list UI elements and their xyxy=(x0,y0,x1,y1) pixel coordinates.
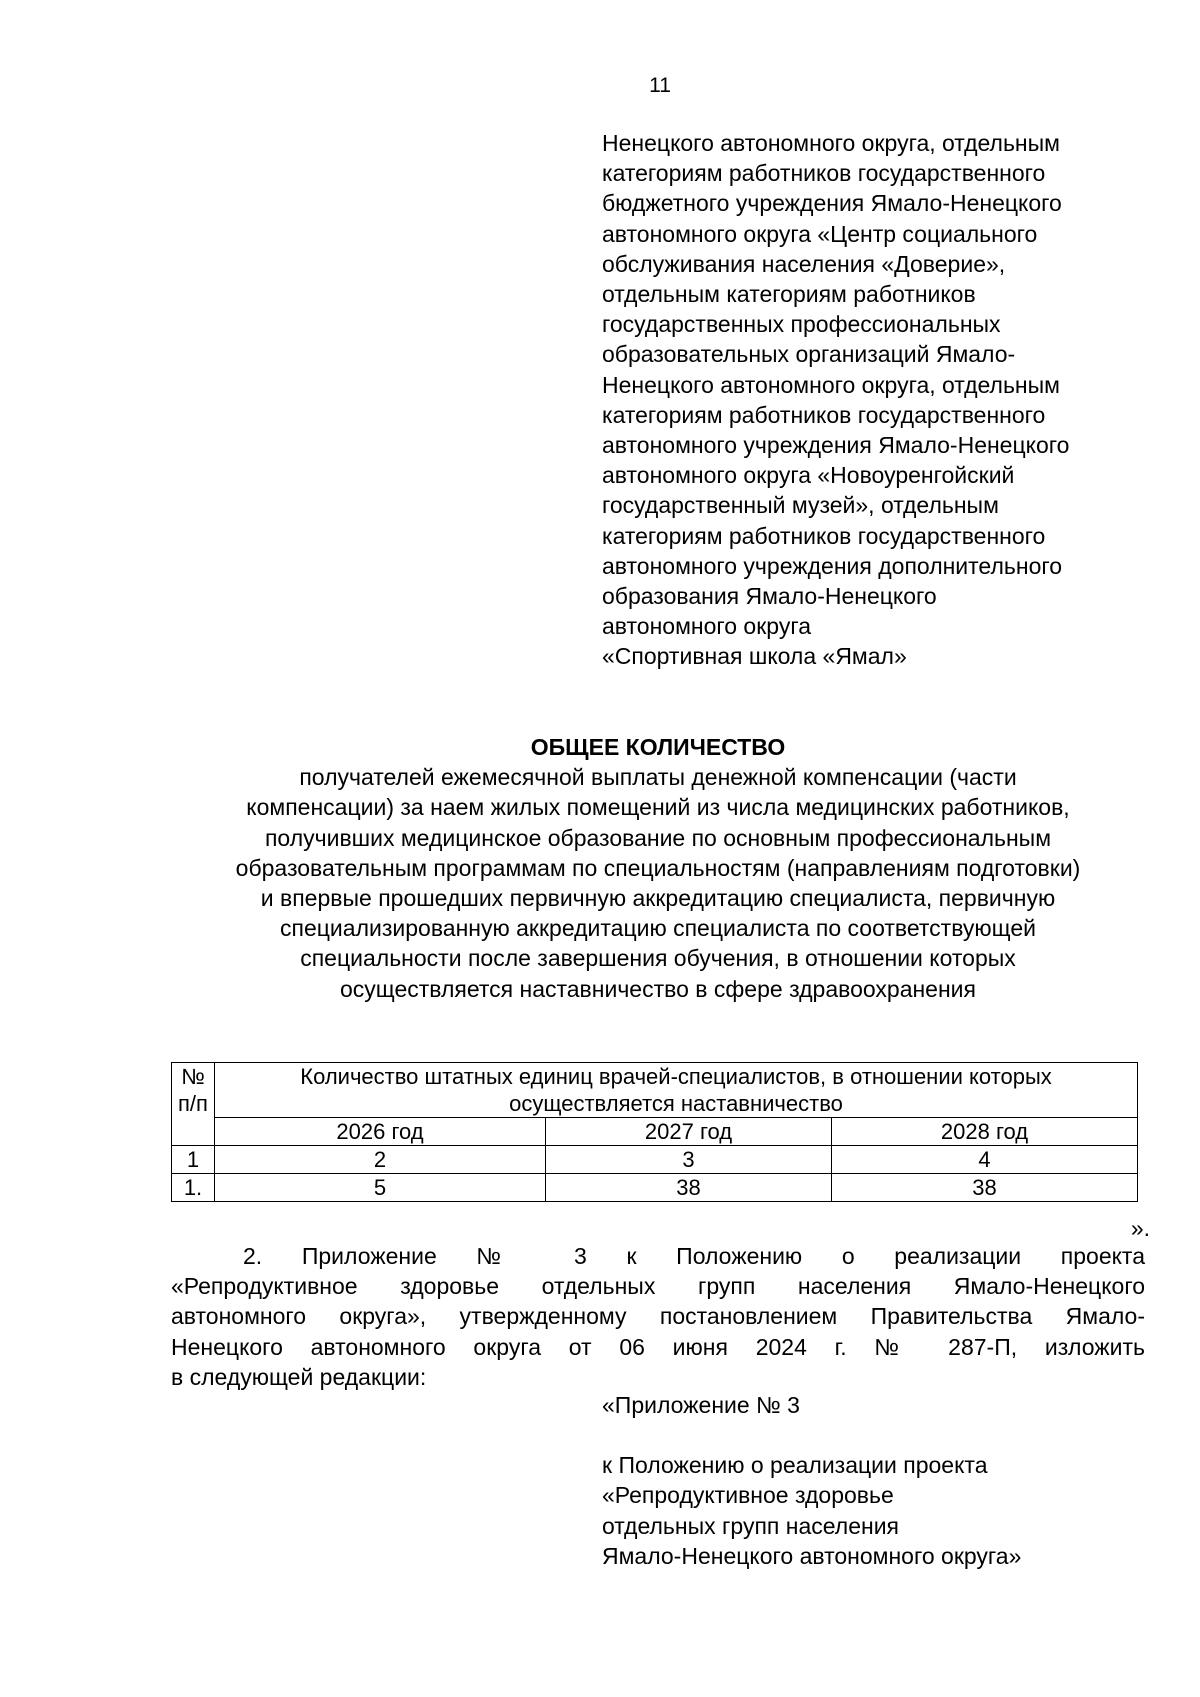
table-header-row xyxy=(172,1063,1138,1118)
continuation-line: Ненецкого автономного округа, отдельным xyxy=(602,371,1060,398)
continuation-line: отдельным категориям работников xyxy=(602,281,976,308)
table-cell: 4 xyxy=(832,1146,1138,1174)
num-header: № п/п xyxy=(172,1063,215,1146)
year-header: 2026 год xyxy=(215,1118,546,1146)
paragraph-line: 2. Приложение № 3 к Положению о реализации проекта xyxy=(243,1243,1145,1269)
heading-title: ОБЩЕЕ КОЛИЧЕСТВО xyxy=(530,734,786,760)
page-number: 11 xyxy=(649,74,671,97)
continuation-line: «Спортивная школа «Ямал» xyxy=(602,643,907,670)
closing-quote: ». xyxy=(1130,1215,1150,1241)
continuation-line: государственных профессиональных xyxy=(602,311,1001,338)
appendix-header xyxy=(602,1390,1162,1571)
paragraph-2 xyxy=(171,1241,1145,1392)
heading-line: получателей ежемесячной выплаты денежной компенсации (части xyxy=(299,764,1017,791)
table-cell: 2 xyxy=(215,1146,546,1174)
continuation-line: автономного округа xyxy=(602,613,811,640)
continuation-line: образовательных организаций Ямало- xyxy=(602,341,1016,368)
section-heading xyxy=(168,732,1148,1004)
continuation-line: бюджетного учреждения Ямало-Ненецкого xyxy=(602,190,1062,217)
paragraph-line: в следующей редакции: xyxy=(171,1363,427,1390)
paragraph-line: «Репродуктивное здоровье отдельных групп населения Ямало-Ненецкого xyxy=(171,1273,1145,1300)
heading-line: специальности после завершения обучения, в отношении которых xyxy=(300,945,1016,972)
group-header: Количество штатных единиц врачей-специалистов, в отношении которых осуществляется наставничество xyxy=(215,1063,1138,1118)
continuation-line: государственный музей», отдельным xyxy=(602,492,999,519)
paragraph-line: автономного округа», утвержденному постановлением Правительства Ямало- xyxy=(171,1303,1145,1330)
continuation-line: автономного округа «Центр социального xyxy=(602,220,1038,247)
continuation-line: категориям работников государственного xyxy=(602,160,1046,187)
appendix-line: к Положению о реализации проекта xyxy=(602,1452,988,1479)
year-header: 2027 год xyxy=(546,1118,832,1146)
appendix-line: Ямало-Ненецкого автономного округа» xyxy=(602,1542,1022,1569)
continuation-line: автономного округа «Новоуренгойский xyxy=(602,462,1015,489)
heading-line: получивших медицинское образование по основным профессиональным xyxy=(264,824,1052,851)
year-header: 2028 год xyxy=(832,1118,1138,1146)
heading-line: специализированную аккредитацию специалиста по соответствующей xyxy=(280,915,1036,942)
table-years-row xyxy=(172,1118,1138,1146)
continuation-line: образования Ямало-Ненецкого xyxy=(602,583,937,610)
table-cell: 38 xyxy=(546,1174,832,1202)
table-cell: 3 xyxy=(546,1146,832,1174)
heading-line: образовательным программам по специальностям (направлениям подготовки) xyxy=(235,854,1081,881)
continuation-line: Ненецкого автономного округа, отдельным xyxy=(602,130,1060,156)
appendix-line: отдельных групп населения xyxy=(602,1512,899,1539)
appendix-line: «Репродуктивное здоровье xyxy=(602,1482,894,1509)
table-row xyxy=(172,1146,1138,1174)
continuation-line: категориям работников государственного xyxy=(602,522,1046,549)
table-cell: 1 xyxy=(172,1146,215,1174)
appendix-continuation xyxy=(602,128,1162,672)
paragraph-line: Ненецкого автономного округа от 06 июня 2024 г. № 287-П, изложить xyxy=(171,1333,1145,1360)
table-cell: 5 xyxy=(215,1174,546,1202)
spacer xyxy=(602,1420,1162,1450)
table-cell: 38 xyxy=(832,1174,1138,1202)
heading-line: и впервые прошедших первичную аккредитацию специалиста, первичную xyxy=(260,885,1056,912)
staff-count-table-wrapper xyxy=(171,1062,1137,1202)
heading-line: компенсации) за наем жилых помещений из числа медицинских работников, xyxy=(246,794,1070,821)
table-cell: 1. xyxy=(172,1174,215,1202)
appendix-title: «Приложение № 3 xyxy=(602,1392,800,1418)
continuation-line: категориям работников государственного xyxy=(602,401,1046,428)
continuation-line: автономного учреждения дополнительного xyxy=(602,552,1063,579)
heading-line: осуществляется наставничество в сфере здравоохранения xyxy=(340,975,976,1002)
continuation-line: автономного учреждения Ямало-Ненецкого xyxy=(602,432,1070,459)
continuation-line: обслуживания населения «Доверие», xyxy=(602,250,1006,277)
staff-count-table xyxy=(171,1062,1138,1202)
table-row xyxy=(172,1174,1138,1202)
